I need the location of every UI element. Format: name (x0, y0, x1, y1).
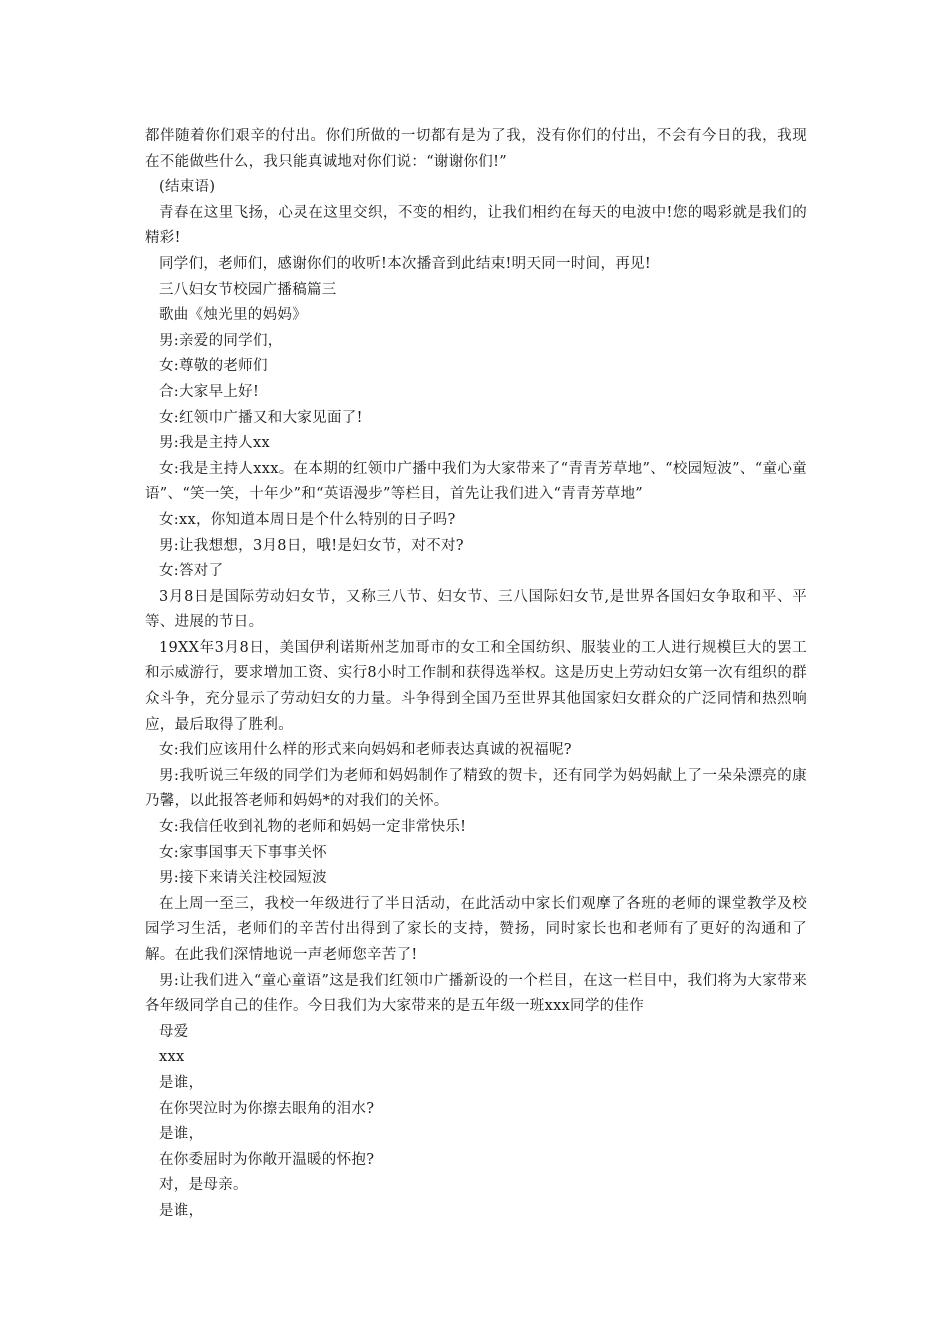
document-body (145, 124, 807, 1225)
poem-line: 是谁， (159, 1202, 204, 1219)
poem-line: 是谁， (159, 1074, 204, 1091)
poem-title: 母爱 (159, 1023, 189, 1040)
poem-line: 在你委屈时为你敞开温暖的怀抱? (159, 1151, 375, 1168)
paragraph: 都伴随着你们艰辛的付出。你们所做的一切都有是为了我，没有你们的付出，不会有今日的我，我现在不能做些什么，我只能真诚地对你们说：“谢谢你们!” (145, 128, 807, 170)
dialogue-line: 男:接下来请关注校园短波 (159, 870, 327, 887)
dialogue-line: 女:尊敬的老师们 (159, 358, 268, 375)
dialogue-line: 男:我是主持人xx (159, 435, 270, 452)
paragraph: 同学们，老师们，感谢你们的收听!本次播音到此结束!明天同一时间，再见! (159, 255, 651, 272)
dialogue-line: 男:亲爱的同学们， (159, 332, 283, 349)
dialogue-line: 女:xx，你知道本周日是个什么特别的日子吗? (159, 511, 456, 528)
dialogue-line: 女:红领巾广播又和大家见面了! (159, 409, 363, 426)
dialogue-line: 女:我信任收到礼物的老师和妈妈一定非常快乐! (159, 819, 467, 836)
dialogue-line: 女:答对了 (159, 563, 224, 580)
paragraph: 在上周一至三，我校一年级进行了半日活动，在此活动中家长们观摩了各班的老师的课堂教学及校园学习生活，老师们的辛苦付出得到了家长的支持，赞扬，同时家长也和老师有了更好的沟通和了解。在此我们深情地说一声老师您辛苦了! (145, 895, 807, 963)
dialogue-line: 男:我听说三年级的同学们为老师和妈妈制作了精致的贺卡，还有同学为妈妈献上了一朵朵漂亮的康乃馨，以此报答老师和妈妈*的对我们的关怀。 (145, 767, 807, 810)
paragraph: 19XX年3月8日，美国伊利诺斯州芝加哥市的女工和全国纺织、服装业的工人进行规模巨大的罢工和示威游行，要求增加工资、实行8小时工作制和获得选举权。这是历史上劳动妇女第一次有组织的群众斗争，充分显示了劳动妇女的力量。斗争得到全国乃至世界其他国家妇女群众的广泛同情和热烈响应，最后取得了胜利。 (145, 639, 807, 733)
dialogue-line: 男:让我们进入“童心童语”这是我们红领巾广播新设的一个栏目，在这一栏目中，我们将为大家带来各年级同学自己的佳作。今日我们为大家带来的是五年级一班xxx同学的佳作 (145, 972, 807, 1015)
dialogue-line: 男:让我想想，3月8日，哦!是妇女节，对不对? (159, 537, 464, 554)
poem-line: 在你哭泣时为你擦去眼角的泪水? (159, 1100, 375, 1117)
paragraph: 3月8日是国际劳动妇女节，又称三八节、妇女节、三八国际妇女节,是世界各国妇女争取和平、平等、进展的节日。 (145, 588, 807, 631)
poem-line: 对，是母亲。 (159, 1177, 248, 1194)
section-heading: 三八妇女节校园广播稿篇三 (159, 281, 337, 298)
paragraph: 歌曲《烛光里的妈妈》 (159, 307, 307, 324)
dialogue-line: 女:家事国事天下事事关怀 (159, 844, 327, 861)
dialogue-line: 女:我是主持人xxx。在本期的红领巾广播中我们为大家带来了“青青芳草地”、“校园短波”、“童心童语”、“笑一笑，十年少”和“英语漫步”等栏目，首先让我们进入“青青芳草地” (145, 460, 807, 503)
dialogue-line: 合:大家早上好! (159, 383, 260, 400)
poem-line: 是谁， (159, 1126, 204, 1143)
paragraph: (结束语) (159, 179, 216, 196)
paragraph: 青春在这里飞扬，心灵在这里交织，不变的相约，让我们相约在每天的电波中!您的喝彩就是我们的精彩! (145, 204, 807, 247)
poem-author: xxx (159, 1049, 185, 1066)
dialogue-line: 女:我们应该用什么样的形式来向妈妈和老师表达真诚的祝福呢? (159, 742, 572, 759)
